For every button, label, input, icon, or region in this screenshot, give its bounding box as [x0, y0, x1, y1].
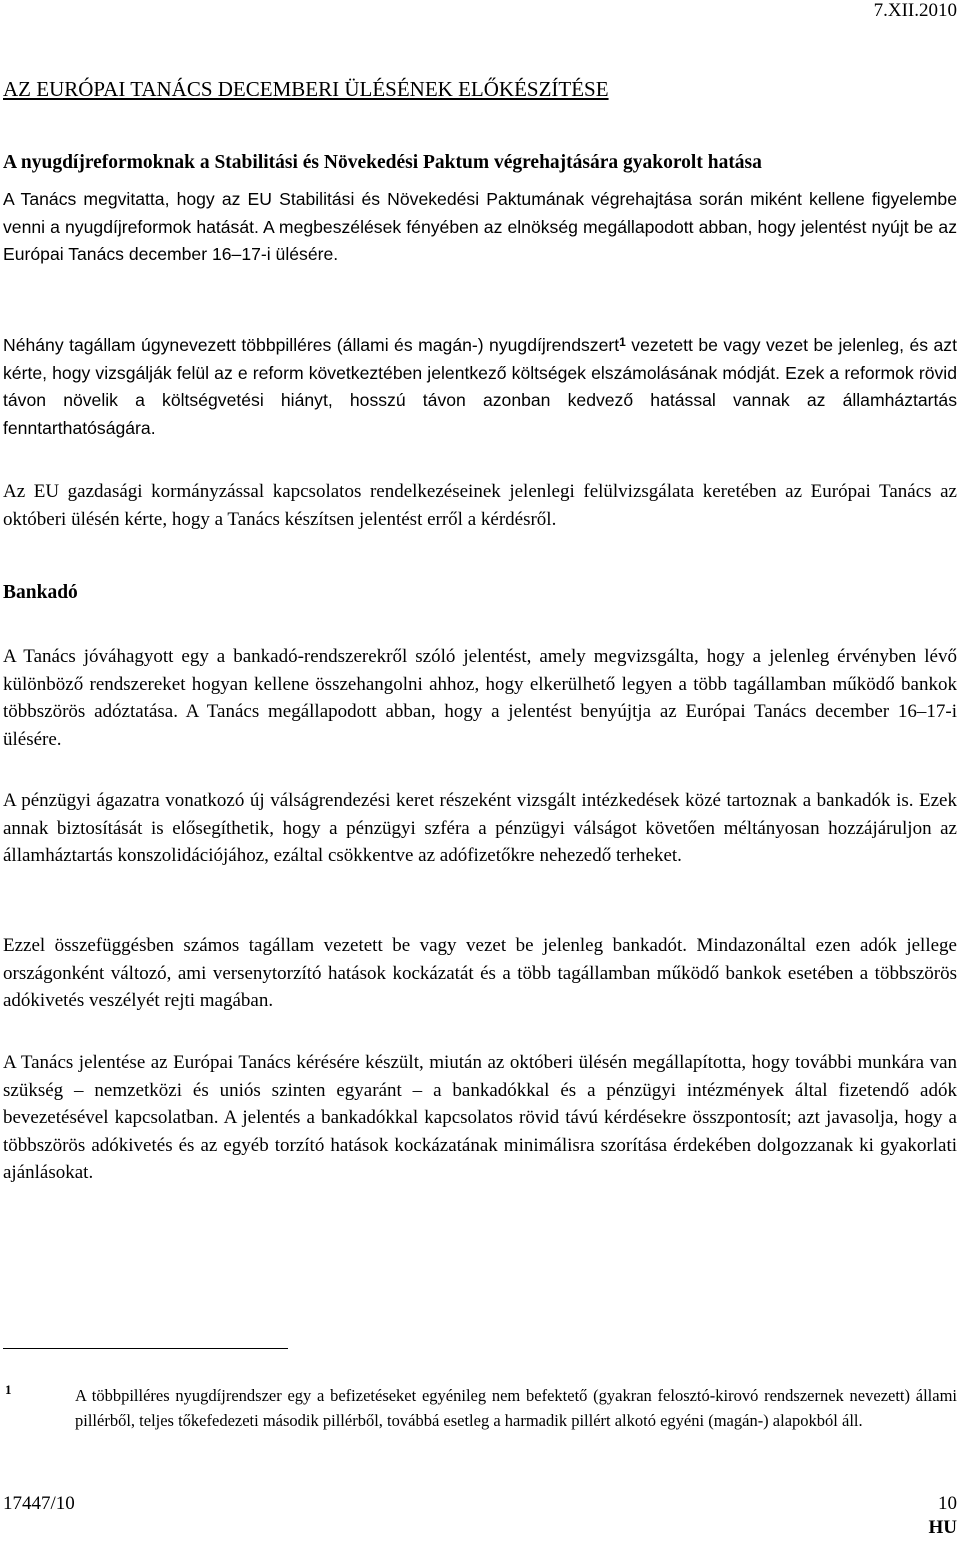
paragraph-multi-pillar-text-start: Néhány tagállam úgynevezett többpilléres (állami és magán-) nyugdíjrendszert — [3, 335, 620, 355]
paragraph-bank-levy-report: A Tanács jóváhagyott egy a bankadó-rendszerekről szóló jelentést, amely megvizsgálta, hogy a jelenleg érvényben lévő különböző rendszereket hogyan kellene összehangolni ahhoz, hogy elkerülhető legyen a több tagállamban működő bankok többszörös adóztatása. A Tanács megállapodott abban, hogy a jelentést benyújtja az Európai Tanács december 16–17-i ülésére. — [3, 646, 957, 750]
section-subtitle-pension: A nyugdíjreformoknak a Stabilitási és Növekedési Paktum végrehajtására gyakorolt hatása — [3, 152, 762, 173]
footnote-text: A többpilléres nyugdíjrendszer egy a befizetéseket egyénileg nem befektető (gyakran felosztó-kirovó rendszernek nevezett) állami pillérből, teljes tőkefedezeti második pillérből, továbbá esetleg a harmadik pillért alkotó egyéni (magán-) alapokból áll. — [75, 1386, 957, 1430]
header-date: 7.XII.2010 — [873, 0, 957, 21]
paragraph-economic-governance: Az EU gazdasági kormányzással kapcsolatos rendelkezéseinek jelenlegi felülvizsgálata keretében az Európai Tanács az októberi ülésén kérte, hogy a Tanács készítsen jelentést erről a kérdésről. — [3, 481, 957, 530]
paragraph-multi-pillar — [3, 332, 957, 442]
paragraph-member-states-levies: Ezzel összefüggésben számos tagállam vezetett be vagy vezet be jelenleg bankadót. Mindazonáltal ezen adók jellege országonként változó, ami versenytorzító hatások kockázatát és a több tagállamban működő bankok esetében a többszörös adókivetés veszélyét rejti magában. — [3, 935, 957, 1012]
footer-page-number: 10 — [938, 1493, 957, 1514]
paragraph-crisis-framework: A pénzügyi ágazatra vonatkozó új válságrendezési keret részeként vizsgált intézkedések közé tartoznak a bankadók is. Ezek annak biztosítását is elősegíthetik, hogy a pénzügyi szféra a pénzügyi válságot követően méltányosan hozzájáruljon az államháztartás konszolidációjához, ezáltal csökkentve az adófizetőkre nehezedő terheket. — [3, 790, 957, 867]
document-title: AZ EURÓPAI TANÁCS DECEMBERI ÜLÉSÉNEK ELŐKÉSZÍTÉSE — [3, 77, 609, 101]
section-heading-bank-levy: Bankadó — [3, 582, 78, 603]
paragraph-council-report: A Tanács jelentése az Európai Tanács kérésére készült, miután az októberi ülésén megállapította, hogy további munkára van szükség – nemzetközi és uniós szinten egyaránt – a bankadókkal és a pénzügyi intézmények által fizetendő adók bevezetésével kapcsolatban. A jelentés a bankadókkal kapcsolatos rövid távú kérdésekre összpontosít; azt javasolja, hogy a többszörös adókivetés és az egyéb torzító hatások kockázatának minimálisra szorítása érdekében dolgozzanak ki gyakorlati ajánlásokat. — [3, 1052, 957, 1184]
footer-document-code: 17447/10 — [3, 1493, 75, 1514]
footnote-divider — [3, 1348, 288, 1349]
footnote-reference[interactable]: 1 — [619, 335, 626, 349]
footer-language-code: HU — [928, 1517, 957, 1538]
paragraph-pension-discussion: A Tanács megvitatta, hogy az EU Stabilitási és Növekedési Paktumának végrehajtása során miként kellene figyelembe venni a nyugdíjreformok hatását. A megbeszélések fényében az elnökség megállapodott abban, hogy jelentést nyújt be az Európai Tanács december 16–17-i ülésére. — [3, 189, 957, 265]
document-page — [3, 0, 957, 1547]
paragraph-multi-pillar-text-end: vezetett be vagy vezet be jelenleg, és azt kérte, hogy vizsgálják felül az e reform következtében jelentkező költségek elszámolásának módját. Ezek a reformok rövid távon növelik a költségvetési hiányt, hosszú távon azonban kedvező hatással vannak az államháztartás fenntarthatóságára. — [3, 335, 957, 438]
footnote-marker: 1 — [5, 1382, 12, 1397]
